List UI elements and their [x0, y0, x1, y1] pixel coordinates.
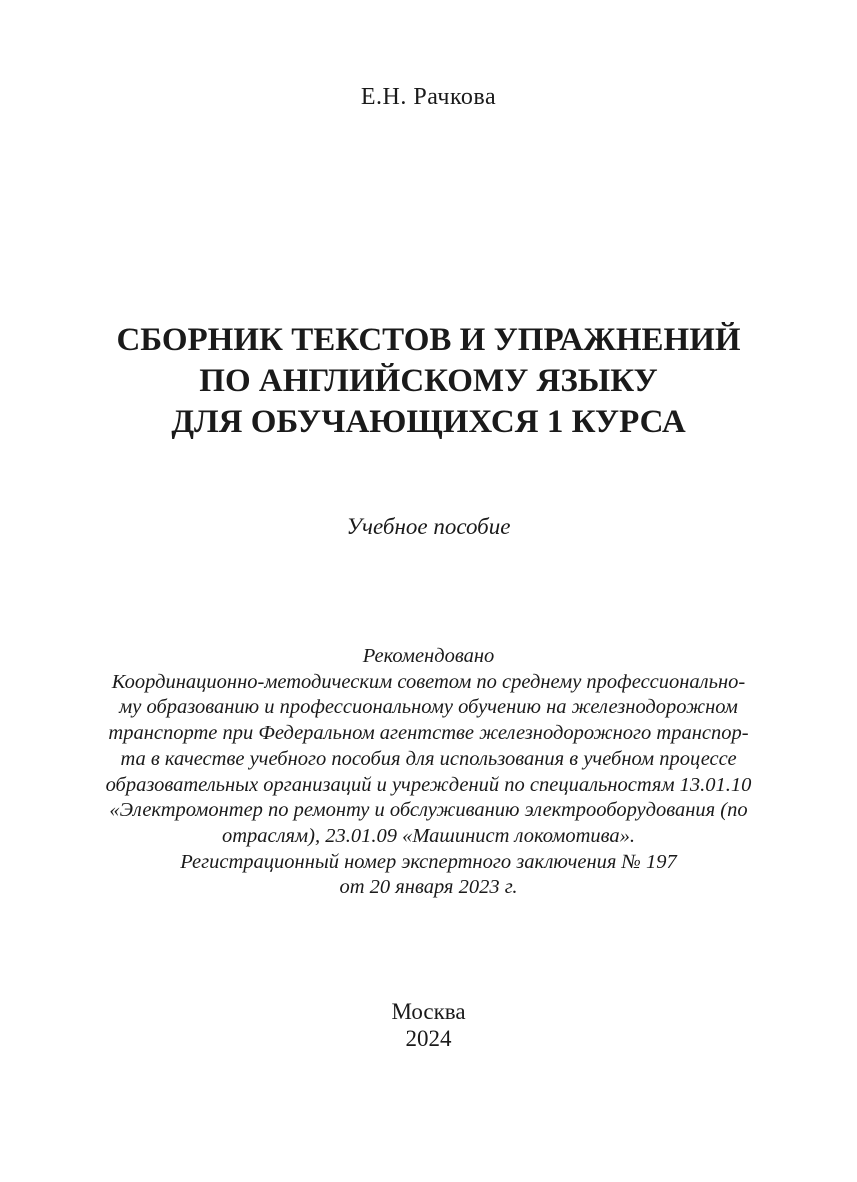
recommendation-line-3: му образованию и профессиональному обучению на железнодорожном — [119, 696, 738, 719]
recommendation-line-7: «Электромонтер по ремонту и обслуживанию электрооборудования (по — [109, 799, 748, 822]
book-title — [0, 320, 857, 443]
publication-type: Учебное пособие — [346, 514, 511, 539]
recommendation-line-1: Рекомендовано — [362, 645, 495, 667]
recommendation-line-10: от 20 января 2023 г. — [339, 876, 518, 899]
recommendation-line-6: образовательных организаций и учреждений по специальностям 13.01.10 — [105, 773, 752, 796]
recommendation-line-5: та в качестве учебного пособия для использования в учебном процессе — [120, 747, 737, 770]
author-name: Е.Н. Рачкова — [360, 84, 497, 110]
recommendation-block — [80, 644, 777, 901]
recommendation-line-4: транспорте при Федеральном агентстве железнодорожного транспор- — [108, 722, 749, 745]
book-title-line-3: ДЛЯ ОБУЧАЮЩИХСЯ 1 КУРСА — [171, 404, 686, 440]
recommendation-line-8: отраслям), 23.01.09 «Машинист локомотива». — [221, 824, 636, 847]
recommendation-line-9: Регистрационный номер экспертного заключения № 197 — [180, 850, 677, 873]
publication-city: Москва — [391, 999, 466, 1024]
book-title-line-1: СБОРНИК ТЕКСТОВ И УПРАЖНЕНИЙ — [116, 322, 741, 358]
publication-year: 2024 — [405, 1026, 452, 1051]
book-title-line-2: ПО АНГЛИЙСКОМУ ЯЗЫКУ — [199, 363, 658, 399]
recommendation-line-2: Координационно-методическим советом по среднему профессионально- — [111, 670, 746, 693]
